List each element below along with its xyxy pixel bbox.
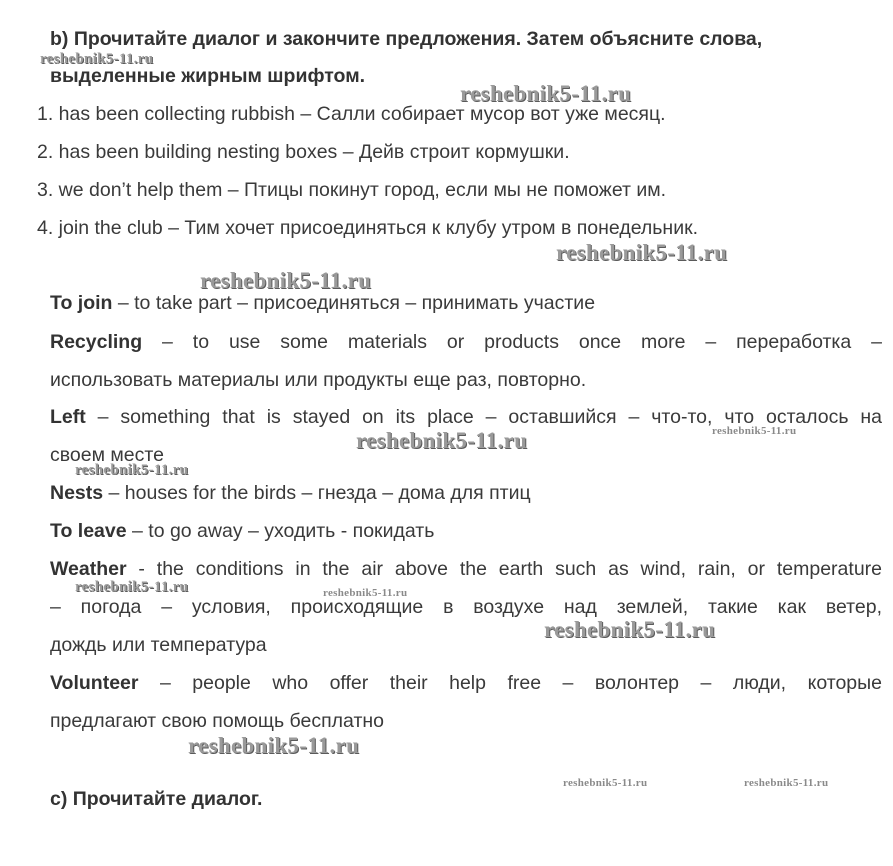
watermark: reshebnik5-11.ru (556, 240, 728, 265)
watermark: reshebnik5-11.ru (356, 428, 528, 453)
vocab-weather-line2: – погода – условия, происходящие в воздухе над землей, такие как ветер, (50, 596, 882, 618)
vocab-leave (50, 519, 434, 543)
watermark: reshebnik5-11.ru (712, 425, 797, 437)
vocab-definition: – to go away – уходить - покидать (126, 520, 435, 542)
watermark: reshebnik5-11.ru (323, 587, 408, 599)
answer-item-1: 1. has been collecting rubbish – Салли собирает мусор вот уже месяц. (37, 103, 666, 125)
watermark: reshebnik5-11.ru (40, 51, 154, 67)
vocab-term: Volunteer (50, 672, 139, 694)
vocab-definition: – to use some materials or products once more – переработка – (142, 331, 882, 353)
vocab-definition: - the conditions in the air above the earth such as wind, rain, or temperature (126, 558, 882, 580)
vocab-term: Weather (50, 558, 127, 580)
answer-item-2: 2. has been building nesting boxes – Дейв строит кормушки. (37, 141, 570, 163)
watermark: reshebnik5-11.ru (563, 777, 648, 789)
section-b-heading-line2: выделенные жирным шрифтом. (50, 65, 366, 87)
vocab-volunteer-line2: предлагают свою помощь бесплатно (50, 710, 384, 732)
answer-item-3: 3. we don’t help them – Птицы покинут город, если мы не поможет им. (37, 179, 667, 201)
watermark: reshebnik5-11.ru (188, 733, 360, 758)
vocab-weather (50, 557, 882, 581)
vocab-left-line2: своем месте (50, 444, 164, 466)
vocab-recycling (50, 330, 882, 354)
watermark: reshebnik5-11.ru (200, 268, 372, 293)
vocab-volunteer (50, 671, 882, 695)
vocab-nests (50, 481, 531, 505)
watermark: reshebnik5-11.ru (75, 579, 189, 595)
watermark: reshebnik5-11.ru (744, 777, 829, 789)
section-b-heading-line1: b) Прочитайте диалог и закончите предложения. Затем объясните слова, (50, 28, 763, 50)
vocab-term: To join (50, 292, 113, 314)
answer-item-4: 4. join the club – Тим хочет присоединяться к клубу утром в понедельник. (37, 217, 699, 239)
vocab-join (50, 291, 595, 315)
vocab-recycling-line2: использовать материалы или продукты еще раз, повторно. (50, 369, 587, 391)
vocab-definition: – houses for the birds – гнезда – дома для птиц (103, 482, 531, 504)
vocab-term: To leave (50, 520, 127, 542)
vocab-definition: – people who offer their help free – волонтер – люди, которые (138, 672, 882, 694)
vocab-definition: – something that is stayed on its place – оставшийся – что-то, что осталось на (85, 406, 882, 428)
watermark: reshebnik5-11.ru (544, 617, 716, 642)
vocab-weather-line3: дождь или температура (50, 634, 267, 656)
vocab-term: Left (50, 406, 86, 428)
vocab-definition: – to take part – присоединяться – принимать участие (112, 292, 596, 314)
vocab-term: Nests (50, 482, 104, 504)
watermark: reshebnik5-11.ru (460, 81, 632, 106)
watermark: reshebnik5-11.ru (75, 462, 189, 478)
vocab-term: Recycling (50, 331, 143, 353)
section-c-heading: c) Прочитайте диалог. (50, 788, 263, 810)
